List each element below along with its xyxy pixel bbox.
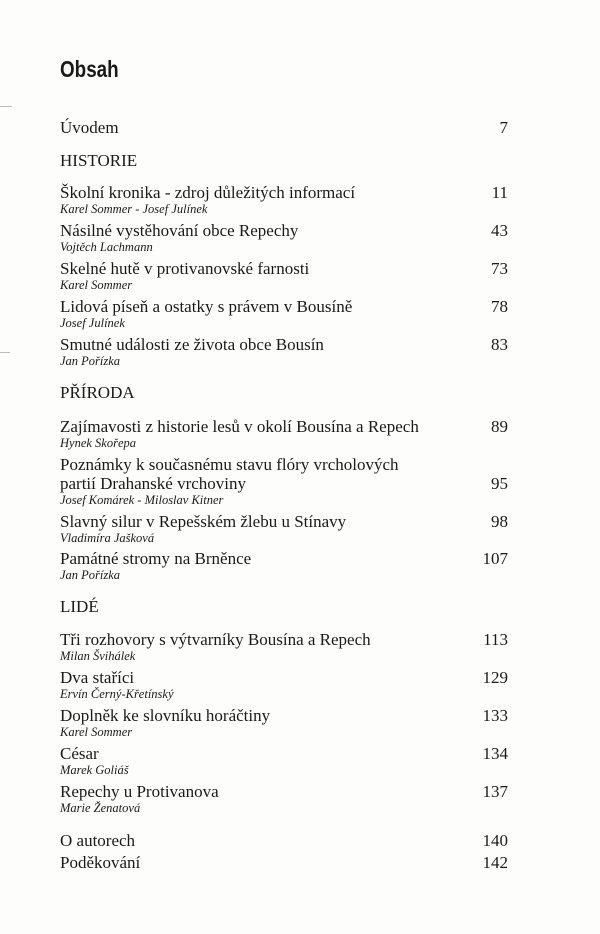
entry-author: Marek Goliáš (60, 763, 129, 777)
entry-author: Karel Sommer (60, 278, 133, 292)
page-number: 133 (482, 706, 508, 725)
entry-title: Památné stromy na Brněnce (60, 549, 252, 568)
entry-title: Poznámky k současnému stavu flóry vrcholových (60, 455, 399, 474)
entry-title: Slavný silur v Repešském žlebu u Stínavy (60, 512, 347, 531)
toc-entry (60, 668, 508, 688)
toc-entry (60, 183, 508, 203)
entry-author: Hynek Skořepa (60, 436, 137, 450)
toc-entry (60, 118, 508, 138)
toc-entry (60, 455, 508, 475)
page-number: 113 (483, 630, 508, 649)
page-number: 73 (491, 259, 508, 278)
toc-entry-continued (60, 474, 508, 494)
page-number: 95 (491, 474, 508, 493)
toc-entry (60, 706, 508, 726)
entry-author: Vojtěch Lachmann (60, 240, 153, 254)
section-title: LIDÉ (60, 597, 99, 616)
page-number: 107 (482, 549, 508, 568)
toc-entry (60, 297, 508, 317)
page-number: 98 (491, 512, 508, 531)
entry-title: Dva staříci (60, 668, 135, 687)
entry-title: O autorech (60, 831, 136, 850)
page-number: 11 (491, 183, 508, 202)
toc-entry (60, 853, 508, 873)
section-title: PŘÍRODA (60, 383, 135, 402)
entry-author: Karel Sommer - Josef Julínek (60, 202, 208, 216)
toc-entry (60, 549, 508, 569)
entry-author: Ervín Černý-Křetínský (60, 687, 174, 701)
entry-title-continued: partií Drahanské vrchoviny (60, 474, 246, 493)
page-number: 142 (482, 853, 508, 872)
entry-title: Skelné hutě v protivanovské farnosti (60, 259, 310, 278)
entry-author: Milan Švihálek (60, 649, 136, 663)
entry-title: Zajímavosti z historie lesů v okolí Bousína a Repech (60, 417, 419, 436)
toc-entry (60, 512, 508, 532)
entry-title: César (60, 744, 99, 763)
entry-author: Josef Julínek (60, 316, 125, 330)
toc-entry (60, 335, 508, 355)
page-number: 129 (482, 668, 508, 687)
entry-title: Úvodem (60, 118, 119, 137)
toc-entry (60, 259, 508, 279)
entry-title: Školní kronika - zdroj důležitých informací (60, 183, 356, 202)
toc-entry (60, 221, 508, 241)
scan-margin-mark (0, 352, 10, 353)
page-number: 89 (491, 417, 508, 436)
entry-title: Násilné vystěhování obce Repechy (60, 221, 299, 240)
entry-title: Smutné události ze života obce Bousín (60, 335, 324, 354)
scan-margin-mark (0, 106, 12, 107)
toc-entry (60, 831, 508, 851)
entry-title: Lidová píseň a ostatky s právem v Bousíně (60, 297, 353, 316)
section-heading (60, 151, 508, 171)
toc-entry (60, 744, 508, 764)
section-heading (60, 383, 508, 403)
entry-author: Jan Pořízka (60, 568, 121, 582)
section-heading (60, 597, 508, 617)
entry-title: Poděkování (60, 853, 141, 872)
page-number: 140 (482, 831, 508, 850)
entry-title: Repechy u Protivanova (60, 782, 219, 801)
entry-author: Vladimíra Jašková (60, 531, 155, 545)
toc-entry (60, 630, 508, 650)
entry-title: Doplněk ke slovníku horáčtiny (60, 706, 271, 725)
entry-author: Karel Sommer (60, 725, 133, 739)
page-number: 83 (491, 335, 508, 354)
page-number: 134 (482, 744, 508, 763)
entry-author: Marie Ženatová (60, 801, 141, 815)
entry-author: Josef Komárek - Miloslav Kitner (60, 493, 224, 507)
entry-author: Jan Pořízka (60, 354, 121, 368)
entry-title: Tři rozhovory s výtvarníky Bousína a Repech (60, 630, 371, 649)
page-number: 7 (499, 118, 508, 137)
toc-entry (60, 782, 508, 802)
page-title: Obsah (60, 56, 119, 82)
section-title: HISTORIE (60, 151, 138, 170)
page-number: 137 (482, 782, 508, 801)
page-number: 78 (491, 297, 508, 316)
page-number: 43 (491, 221, 508, 240)
toc-entry (60, 417, 508, 437)
